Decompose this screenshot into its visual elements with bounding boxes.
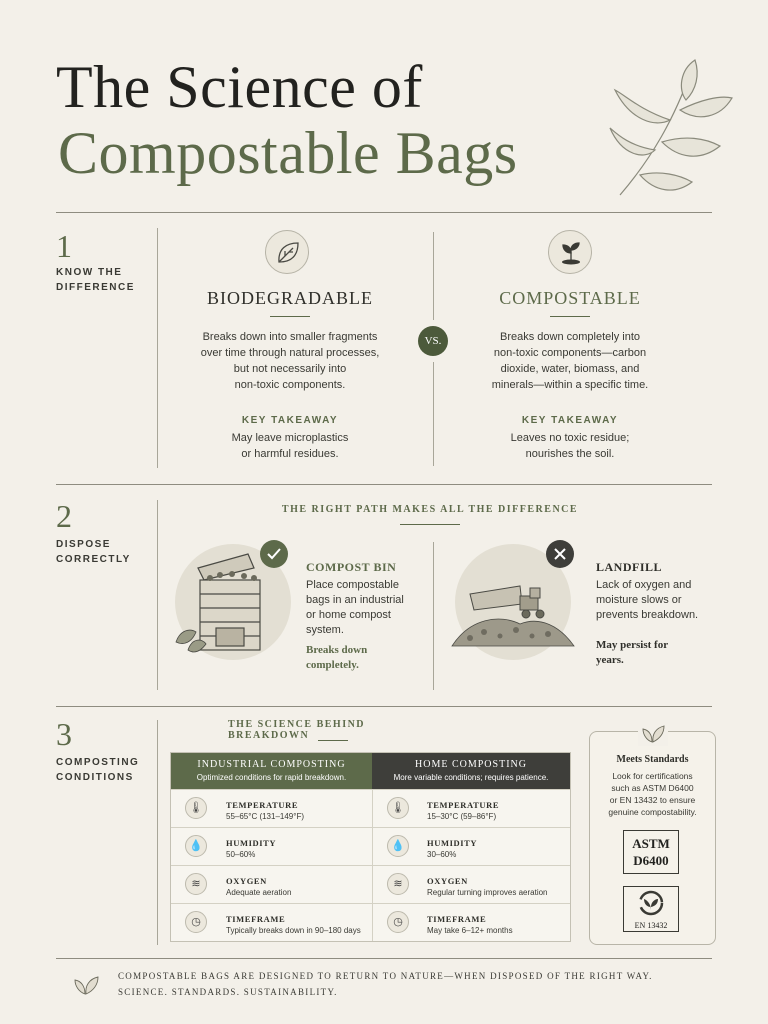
- table-row: 💧 HUMIDITY 30–60%: [373, 827, 570, 864]
- leaf-sprig-icon: [638, 720, 668, 746]
- table-row: ≋ OXYGEN Regular turning improves aeration: [373, 865, 570, 902]
- leaf-icon: [265, 230, 309, 274]
- compostable-heading: COMPOSTABLE: [499, 288, 641, 308]
- biodegradable-desc: Breaks down into smaller fragments over time through natural processes, but not necessarily into non-toxic components.: [200, 331, 380, 391]
- vs-badge: VS.: [418, 326, 448, 356]
- landfill-heading: LANDFILL: [596, 560, 663, 574]
- table-row: ◷ TIMEFRAME Typically breaks down in 90–180 days: [171, 903, 372, 940]
- seedling-logo-icon: [636, 890, 666, 916]
- standards-box: [589, 731, 716, 945]
- astm-badge: ASTM D6400: [623, 830, 679, 874]
- compost-bin-heading: COMPOST BIN: [306, 560, 397, 574]
- section3-subheading: THE SCIENCE BEHIND BREAKDOWN: [228, 719, 366, 741]
- table-row: 🌡 TEMPERATURE 55–65°C (131–149°F): [171, 789, 372, 826]
- composting-conditions-table: [170, 752, 571, 942]
- clock-icon: ◷: [387, 911, 409, 933]
- table-row: 🌡 TEMPERATURE 15–30°C (59–86°F): [373, 789, 570, 826]
- section2-label: DISPOSE CORRECTLY: [56, 539, 131, 565]
- page-title-line1: The Science of: [56, 54, 423, 120]
- leaf-branch-icon: [600, 50, 740, 200]
- page-title-line2: Compostable Bags: [58, 120, 518, 186]
- home-header: HOME COMPOSTING More variable conditions; requires patience.: [372, 753, 570, 789]
- biodegradable-takeaway-label: KEY TAKEAWAY: [241, 415, 339, 426]
- section3-label: COMPOSTING CONDITIONS: [56, 757, 140, 783]
- droplet-icon: 💧: [387, 835, 409, 857]
- x-icon: [546, 540, 574, 568]
- footer-line2: SCIENCE. STANDARDS. SUSTAINABILITY.: [118, 987, 338, 997]
- en13432-badge: EN 13432: [623, 886, 679, 932]
- biodegradable-takeaway: May leave microplastics or harmful residues.: [231, 432, 349, 460]
- thermometer-icon: 🌡: [387, 797, 409, 819]
- section2-subheading: THE RIGHT PATH MAKES ALL THE DIFFERENCE: [281, 504, 579, 515]
- table-row: 💧 HUMIDITY 50–60%: [171, 827, 372, 864]
- compost-bin-result: Breaks down completely.: [306, 644, 368, 671]
- compostable-desc: Breaks down completely into non-toxic components—carbon dioxide, water, biomass, and minerals—within a specific time.: [491, 331, 649, 391]
- table-row: ≋ OXYGEN Adequate aeration: [171, 865, 372, 902]
- section1-number: 1: [56, 228, 72, 264]
- footer-line1: COMPOSTABLE BAGS ARE DESIGNED TO RETURN TO NATURE—WHEN DISPOSED OF THE RIGHT WAY.: [118, 971, 653, 981]
- droplet-icon: 💧: [185, 835, 207, 857]
- standards-title: Meets Standards: [616, 754, 689, 765]
- compost-bin-desc: Place compostable bags in an industrial or home compost system.: [306, 579, 404, 636]
- section2-number: 2: [56, 498, 72, 534]
- clock-icon: ◷: [185, 911, 207, 933]
- section3-number: 3: [56, 716, 72, 752]
- section1-label: KNOW THE DIFFERENCE: [56, 267, 135, 293]
- compostable-takeaway-label: KEY TAKEAWAY: [521, 415, 619, 426]
- compostable-takeaway: Leaves no toxic residue; nourishes the soil.: [510, 432, 630, 460]
- landfill-result: May persist for years.: [596, 639, 669, 666]
- standards-desc: Look for certifications such as ASTM D6400 or EN 13432 to ensure genuine compostability.: [608, 771, 697, 817]
- biodegradable-heading: BIODEGRADABLE: [207, 288, 373, 308]
- wind-icon: ≋: [185, 873, 207, 895]
- table-row: ◷ TIMEFRAME May take 6–12+ months: [373, 903, 570, 940]
- landfill-desc: Lack of oxygen and moisture slows or prevents breakdown.: [596, 579, 699, 621]
- wind-icon: ≋: [387, 873, 409, 895]
- thermometer-icon: 🌡: [185, 797, 207, 819]
- sprout-icon: [548, 230, 592, 274]
- footer-leaf-icon: [72, 972, 102, 996]
- check-icon: [260, 540, 288, 568]
- industrial-header: INDUSTRIAL COMPOSTING Optimized conditions for rapid breakdown.: [171, 753, 372, 789]
